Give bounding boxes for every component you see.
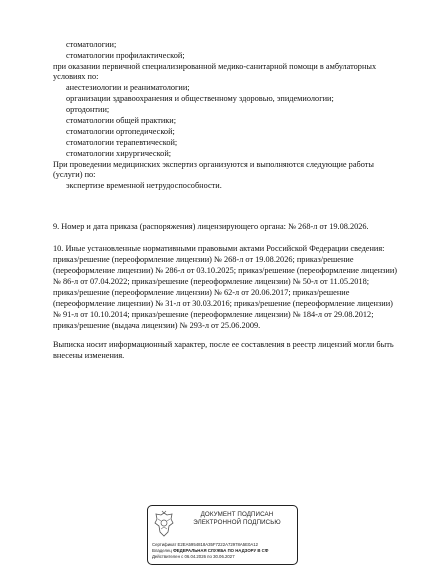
- certificate-label: Сертификат: [152, 542, 177, 547]
- text-line: внесены изменения.: [53, 351, 125, 360]
- text-line: (переоформление лицензии) № 31-л от 30.03.2016; приказ/решение (переоформление лицензии): [53, 299, 393, 308]
- text-line: приказ/решение (переоформление лицензии) № 268-л от 19.08.2026; приказ/решение: [53, 255, 354, 264]
- text-line: стоматологии профилактической;: [66, 51, 185, 60]
- text-line: (услуги) по:: [53, 170, 96, 179]
- owner-value: ФЕДЕРАЛЬНАЯ СЛУЖБА ПО НАДЗОРУ В СФ: [173, 548, 269, 553]
- text-line: При проведении медицинских экспертиз организуются и выполняются следующие работы: [53, 160, 374, 169]
- text-line: № 91-л от 10.10.2014; приказ/решение (переоформление лицензии) № 184-л от 29.08.2012;: [53, 310, 374, 319]
- text-line: стоматологии;: [66, 40, 117, 49]
- coat-of-arms-icon: [153, 510, 175, 538]
- text-line: при оказании первичной специализированной медико-санитарной помощи в амбулаторных: [53, 62, 377, 71]
- text-line: стоматологии хирургической;: [66, 149, 172, 158]
- text-line: анестезиологии и реаниматологии;: [66, 83, 190, 92]
- text-line: стоматологии терапевтической;: [66, 138, 178, 147]
- text-line: приказ/решение (выдача лицензии) № 293-л от 25.06.2009.: [53, 321, 261, 330]
- owner-label: Владелец: [152, 548, 172, 553]
- text-line: (переоформление лицензии) № 286-л от 03.10.2025; приказ/решение (переоформление лицензии): [53, 266, 398, 275]
- text-line: № 86-л от 07.04.2022; приказ/решение (переоформление лицензии) № 50-л от 11.05.2018;: [53, 277, 370, 286]
- stamp-certificate: [152, 542, 296, 547]
- text-line: стоматологии ортопедической;: [66, 127, 175, 136]
- electronic-signature-stamp: [147, 505, 298, 565]
- stamp-title-line2: ЭЛЕКТРОННОЙ ПОДПИСЬЮ: [193, 519, 281, 526]
- stamp-title-line1: ДОКУМЕНТ ПОДПИСАН: [200, 511, 274, 518]
- certificate-value: E2EA5954818A35F7222A72978A5E0A12: [177, 542, 259, 547]
- text-line: условиях по:: [53, 72, 99, 81]
- text-line: экспертизе временной нетрудоспособности.: [66, 181, 222, 190]
- text-line: приказ/решение (переоформление лицензии) № 62-л от 20.06.2017; приказ/решение: [53, 288, 350, 297]
- text-line: организации здравоохранения и общественному здоровью, эпидемиологии;: [66, 94, 334, 103]
- text-line: стоматологии общей практики;: [66, 116, 177, 125]
- text-line: ортодонтии;: [66, 105, 110, 114]
- license-order-line: 9. Номер и дата приказа (распоряжения) лицензирующего органа: № 268-л от 19.08.2026.: [53, 222, 369, 231]
- stamp-owner: [152, 548, 296, 553]
- text-line: 10. Иные установленные нормативными правовыми актами Российской Федерации сведения:: [53, 244, 385, 253]
- text-line: Выписка носит информационный характер, после ее составления в реестр лицензий могли быть: [53, 340, 394, 349]
- stamp-validity: Действителен с 06.04.2026 по 30.06.2027: [152, 554, 235, 559]
